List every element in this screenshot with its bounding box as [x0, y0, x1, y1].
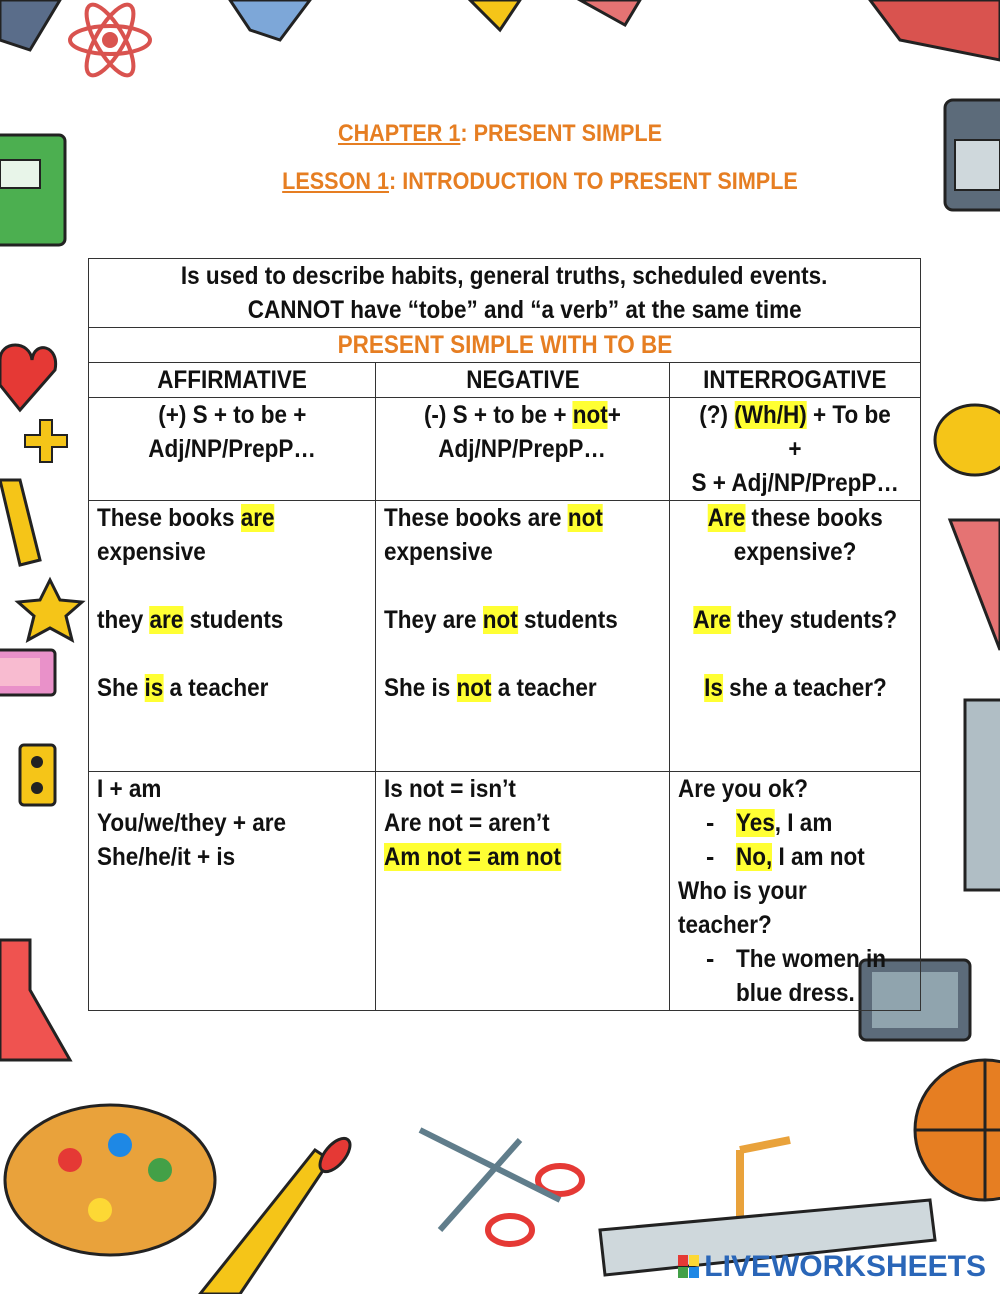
example-sentence: These books are not — [384, 504, 603, 532]
col-header-negative: NEGATIVE — [376, 363, 670, 398]
example-sentence: They are not students — [384, 606, 618, 634]
answer-who: - The women in — [706, 945, 887, 973]
example-sentence: they are students — [97, 606, 284, 634]
atom-icon — [70, 0, 150, 82]
answer-yes: - Yes, I am — [706, 809, 833, 837]
formula-affirmative: (+) S + to be + Adj/NP/PrepP… — [89, 398, 376, 501]
plus-icon — [25, 420, 67, 462]
notes-negative — [376, 772, 670, 1011]
ruler-icon — [965, 700, 1000, 890]
example-question: Are these books — [707, 504, 883, 532]
pink-laptop-icon — [0, 650, 55, 695]
paper-plane-icon — [230, 0, 640, 40]
example-sentence: She is not a teacher — [384, 674, 597, 702]
examples-row — [89, 501, 921, 772]
pencil-sticker-icon — [0, 0, 60, 50]
col-header-affirmative: AFFIRMATIVE — [89, 363, 376, 398]
note-line: I + am — [97, 775, 162, 803]
speech-bubble-icon — [935, 405, 1000, 475]
note-line: She/he/it + is — [97, 843, 236, 871]
formula-row — [89, 398, 921, 501]
notes-row — [89, 772, 921, 1011]
scissors-icon — [420, 1130, 582, 1244]
examples-interrogative — [670, 501, 921, 772]
intro-line-2: CANNOT have “tobe” and “a verb” at the same time — [247, 296, 802, 324]
domino-icon — [20, 745, 55, 805]
col-header-interrogative: INTERROGATIVE — [670, 363, 921, 398]
intro-cell — [89, 259, 921, 328]
intro-row — [89, 259, 921, 328]
green-book-icon — [0, 135, 65, 245]
example-sentence: expensive — [384, 538, 493, 566]
lesson-name: : INTRODUCTION TO PRESENT SIMPLE — [388, 168, 798, 195]
liveworksheets-logo[interactable] — [678, 1250, 986, 1284]
chapter-name: : PRESENT SIMPLE — [460, 120, 663, 147]
liveworksheets-logo-icon — [678, 1255, 700, 1279]
formula-interrogative: (?) (Wh/H) + To be + S + Adj/NP/PrepP… — [670, 398, 921, 501]
example-sentence: expensive — [97, 538, 206, 566]
chapter-title — [50, 120, 950, 148]
example-question: expensive? — [733, 538, 857, 566]
answer-who-cont: blue dress. — [736, 979, 855, 1007]
star-icon — [18, 580, 82, 640]
section-row — [89, 328, 921, 363]
paint-brush-icon — [200, 1133, 356, 1294]
example-question: Is she a teacher? — [703, 674, 887, 702]
example-question: Are they students? — [693, 606, 897, 634]
example-sentence: She is a teacher — [97, 674, 269, 702]
examples-affirmative — [89, 501, 376, 772]
highlight-wh: (Wh/H) — [734, 401, 807, 429]
notes-interrogative — [670, 772, 921, 1011]
red-book-icon — [870, 0, 1000, 60]
answer-no: - No, I am not — [706, 843, 865, 871]
note-line: Are not = aren’t — [384, 809, 550, 837]
pencil-icon — [0, 480, 40, 565]
note-question: teacher? — [678, 911, 772, 939]
note-line: You/we/they + are — [97, 809, 287, 837]
triangle-ruler-icon — [950, 520, 1000, 650]
note-question: Who is your — [678, 877, 807, 905]
example-sentence: These books are — [97, 504, 275, 532]
highlight-not: not — [572, 401, 608, 429]
grammar-table — [88, 258, 921, 1011]
logo-text: LIVEWORKSHEETS — [704, 1250, 986, 1283]
section-title: PRESENT SIMPLE WITH TO BE — [89, 328, 921, 363]
chapter-number: CHAPTER 1 — [337, 120, 461, 147]
flask-icon — [0, 940, 70, 1060]
paint-palette-icon — [5, 1105, 215, 1255]
lesson-number: LESSON 1 — [282, 168, 389, 195]
notes-affirmative — [89, 772, 376, 1011]
note-question: Are you ok? — [678, 775, 809, 803]
note-line: Am not = am not — [384, 843, 561, 871]
lesson-title — [90, 168, 990, 196]
examples-negative — [376, 501, 670, 772]
formula-negative: (-) S + to be + not+ Adj/NP/PrepP… — [376, 398, 670, 501]
intro-line-1: Is used to describe habits, general truths, scheduled events. — [181, 262, 828, 290]
note-line: Is not = isn’t — [384, 775, 516, 803]
heart-icon — [0, 345, 56, 410]
header-row — [89, 363, 921, 398]
basketball-icon — [915, 1060, 1000, 1200]
